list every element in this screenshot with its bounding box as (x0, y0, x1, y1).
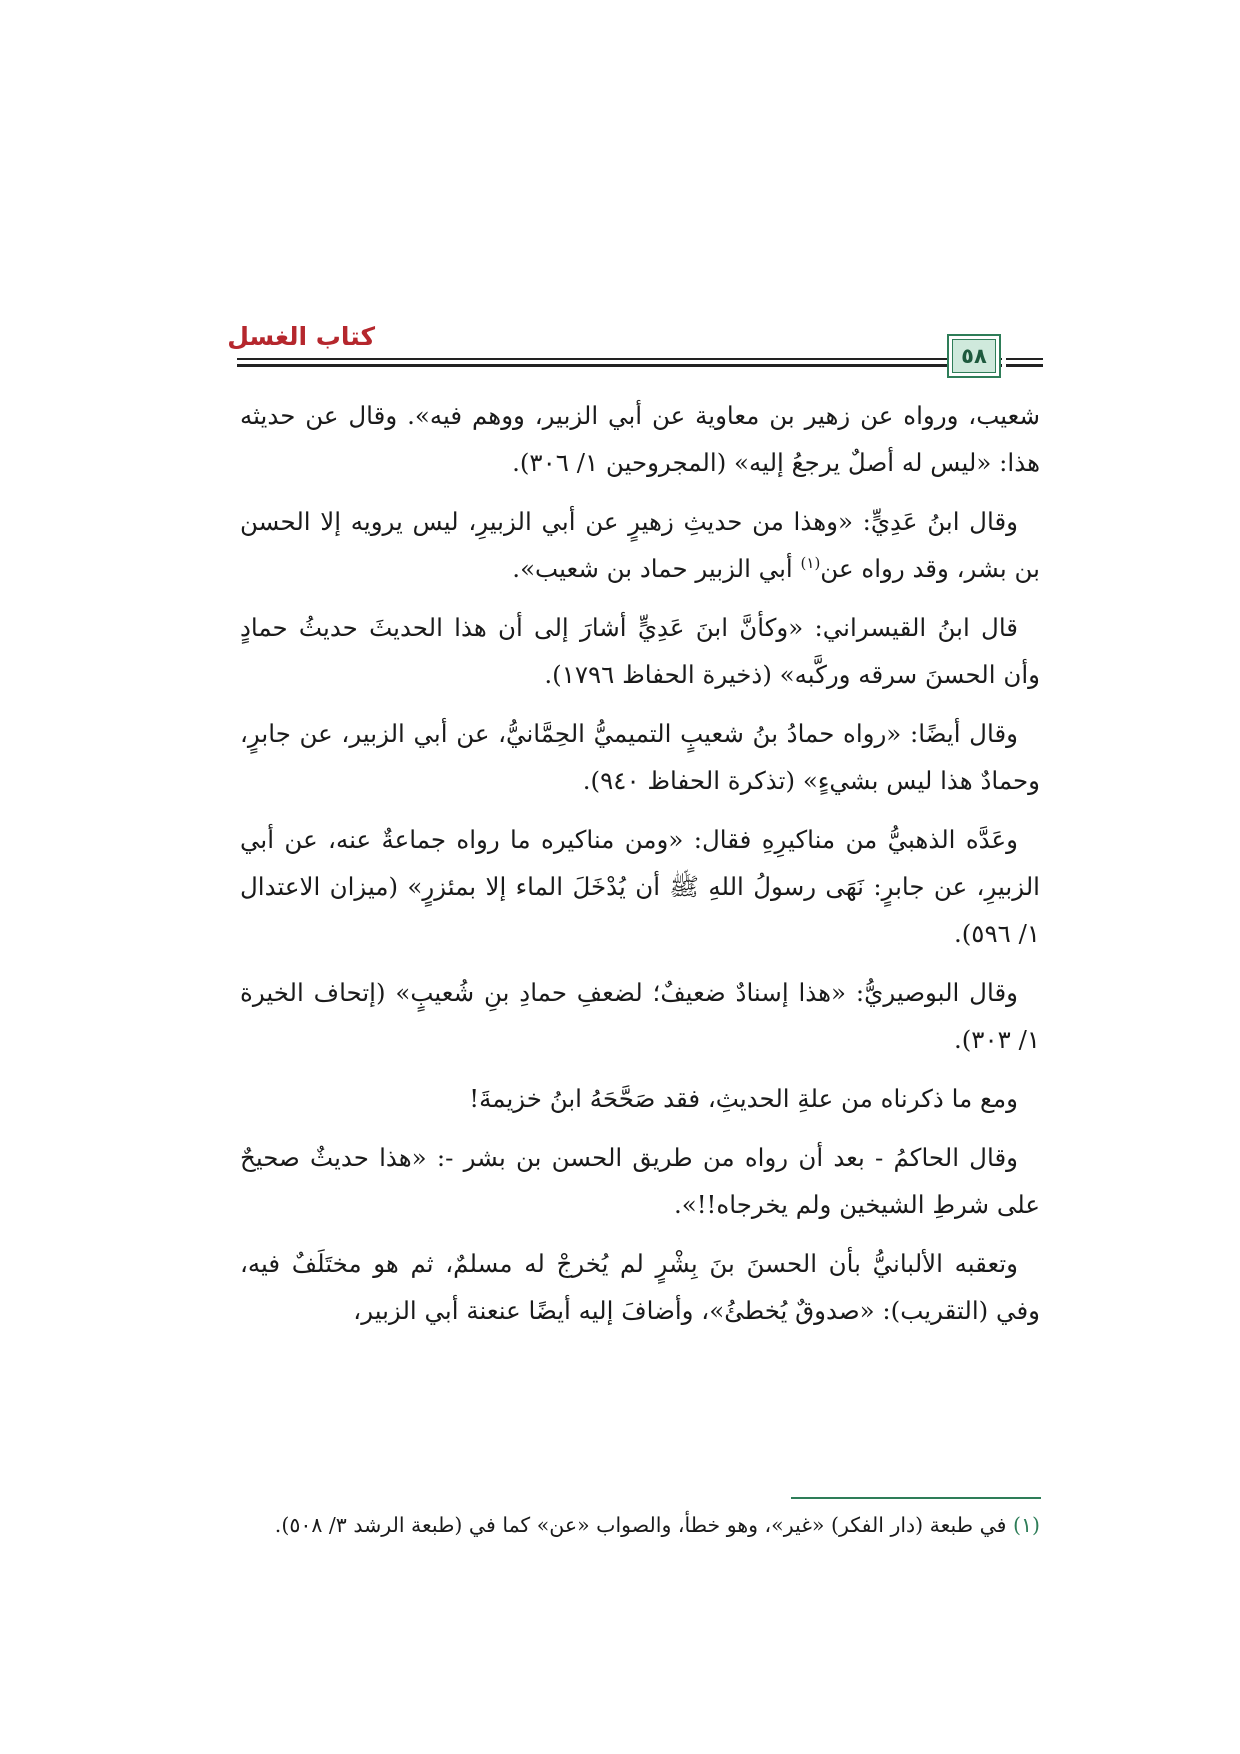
paragraph-6: وقال البوصيريُّ: «هذا إسنادٌ ضعيفٌ؛ لضعفِ حمادِ بنِ شُعيبٍ» (إتحاف الخيرة ١/ ٣٠٣). (240, 978, 1040, 1054)
paragraph-9: وتعقبه الألبانيُّ بأن الحسنَ بنَ بِشْرٍ لم يُخرجْ له مسلمٌ، ثم هو مختَلَفٌ فيه، وفي (التقريب): «صدوقٌ يُخطئُ»، وأضافَ إليه أيضًا عنعنة أبي الزبير، (240, 1249, 1040, 1325)
footnote-separator (791, 1497, 1041, 1499)
header-rule-stub-thin (1006, 358, 1043, 360)
paragraph-7: ومع ما ذكرناه من علةِ الحديثِ، فقد صَحَّحَهُ ابنُ خزيمةَ! (469, 1084, 1018, 1113)
header-rule-stub-thick (1006, 364, 1043, 367)
footnote (240, 1507, 1040, 1544)
paragraph-2-text-after: أبي الزبير حماد بن شعيب». (512, 554, 801, 583)
paragraph-5: وعَدَّه الذهبيُّ من مناكيرِهِ فقال: «ومن مناكيره ما رواه جماعةٌ عنه، عن أبي الزبيرِ، عن جابرٍ: نَهَى رسولُ اللهِ ﷺ أن يُدْخَلَ الماء إلا بمئزرٍ» (ميزان الاعتدال ١/ ٥٩٦). (240, 825, 1040, 948)
running-head-title: كتاب الغسل (227, 322, 375, 351)
paragraph-3: قال ابنُ القيسراني: «وكأنَّ ابنَ عَدِيٍّ أشارَ إلى أن هذا الحديثَ حديثُ حمادٍ وأن الحسنَ سرقه وركَّبه» (ذخيرة الحفاظ ١٧٩٦). (240, 613, 1040, 689)
paragraph-2-text-before: وقال ابنُ عَدِيٍّ: «وهذا من حديثِ زهيرٍ عن أبي الزبيرِ، ليس يرويه إلا الحسن بن بشر، وقد رواه عن (240, 507, 1040, 583)
footnote-number: (١) (1012, 1513, 1040, 1537)
header-rule-thin (237, 358, 1002, 360)
main-text (240, 392, 1040, 1346)
header-rule-thick (237, 364, 1002, 367)
paragraph-8: وقال الحاكمُ - بعد أن رواه من طريق الحسن بن بشر -: «هذا حديثٌ صحيحٌ على شرطِ الشيخين ولم يخرجاه!!». (240, 1143, 1040, 1219)
page-number-badge (947, 334, 1001, 378)
page-number: ٥٨ (952, 339, 996, 373)
paragraph-2 (240, 498, 1040, 592)
paragraph-1: شعيب، ورواه عن زهير بن معاوية عن أبي الزبير، ووهم فيه». وقال عن حديثه هذا: «ليس له أصلٌ يرجعُ إليه» (المجروحين ١/ ٣٠٦). (240, 401, 1040, 477)
footnote-reference[interactable]: (١) (800, 553, 821, 572)
footnote-text: في طبعة (دار الفكر) «غير»، وهو خطأ، والصواب «عن» كما في (طبعة الرشد ٣/ ٥٠٨). (274, 1513, 1013, 1537)
paragraph-4: وقال أيضًا: «رواه حمادُ بنُ شعيبٍ التميميُّ الحِمَّانيُّ، عن أبي الزبير، عن جابرٍ، وحمادٌ هذا ليس بشيءٍ» (تذكرة الحفاظ ٩٤٠). (240, 719, 1040, 795)
